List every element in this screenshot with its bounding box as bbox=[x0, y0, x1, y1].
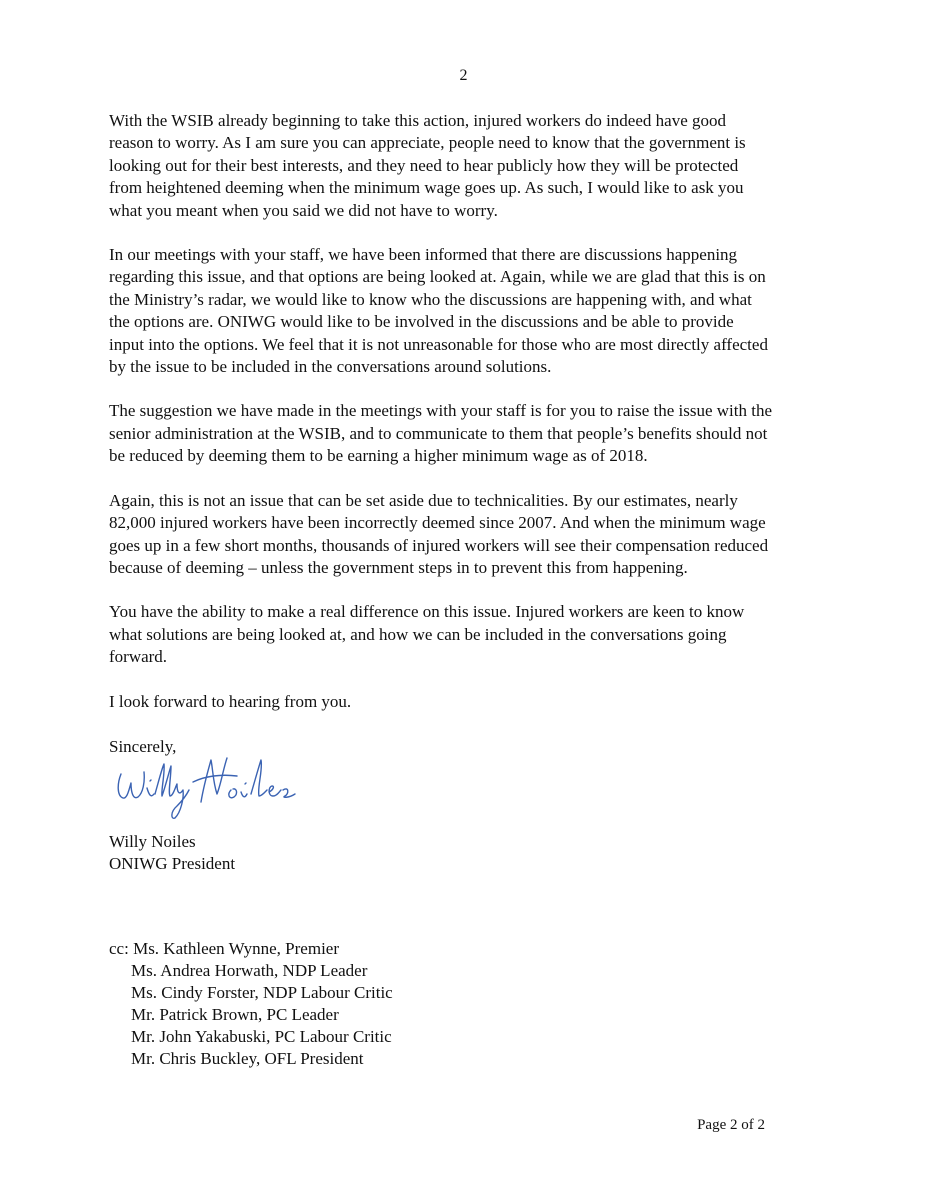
text-line: from heightened deeming when the minimum wage goes up. As such, I would like to ask you bbox=[109, 178, 744, 198]
page-number: 2 bbox=[459, 67, 468, 84]
text-line: what you meant when you said we did not have to worry. bbox=[109, 200, 498, 220]
text-line: be reduced by deeming them to be earning a higher minimum wage as of 2018. bbox=[109, 446, 648, 466]
closing-line: I look forward to hearing from you. bbox=[109, 691, 352, 711]
text-line: the options are. ONIWG would like to be involved in the discussions and be able to provide bbox=[109, 312, 734, 332]
text-line: regarding this issue, and that options are being looked at. Again, while we are glad that this is on bbox=[109, 267, 766, 287]
text-line: forward. bbox=[109, 647, 168, 667]
valediction: Sincerely, bbox=[109, 736, 177, 756]
text-line: because of deeming – unless the government steps in to prevent this from happening. bbox=[109, 557, 688, 577]
text-line: With the WSIB already beginning to take this action, injured workers do indeed have good bbox=[109, 111, 726, 130]
cc-recipient: Mr. Patrick Brown, PC Leader bbox=[131, 1005, 339, 1024]
text-line: input into the options. We feel that it is not unreasonable for those who are most directly affected bbox=[109, 334, 768, 354]
signer-block bbox=[109, 831, 235, 875]
text-line: You have the ability to make a real difference on this issue. Injured workers are keen to know bbox=[109, 602, 745, 622]
cc-recipient: Ms. Kathleen Wynne, Premier bbox=[133, 939, 339, 958]
cc-recipient: Mr. John Yakabuski, PC Labour Critic bbox=[131, 1027, 392, 1046]
cc-recipient: Ms. Andrea Horwath, NDP Leader bbox=[131, 961, 368, 980]
text-line: Again, this is not an issue that can be set aside due to technicalities. By our estimates, nearly bbox=[109, 490, 738, 510]
text-line: the Ministry’s radar, we would like to know who the discussions are happening with, and what bbox=[109, 289, 752, 309]
paragraph bbox=[109, 490, 829, 580]
cc-row bbox=[109, 938, 393, 960]
letter-body bbox=[109, 110, 829, 781]
paragraph bbox=[109, 110, 829, 222]
signer-name: Willy Noiles bbox=[109, 832, 196, 851]
text-line: The suggestion we have made in the meetings with your staff is for you to raise the issue with the bbox=[109, 401, 773, 421]
text-line: what solutions are being looked at, and how we can be included in the conversations going bbox=[109, 624, 727, 644]
paragraph bbox=[109, 400, 829, 467]
text-line: goes up in a few short months, thousands of injured workers will see their compensation reduced bbox=[109, 535, 769, 555]
cc-label: cc: bbox=[109, 939, 129, 958]
text-line: reason to worry. As I am sure you can appreciate, people need to know that the government is bbox=[109, 133, 746, 153]
text-line: senior administration at the WSIB, and to communicate to them that people’s benefits should not bbox=[109, 423, 768, 443]
cc-recipient: Mr. Chris Buckley, OFL President bbox=[131, 1049, 364, 1068]
paragraph bbox=[109, 601, 829, 668]
cc-recipient: Ms. Cindy Forster, NDP Labour Critic bbox=[131, 983, 393, 1002]
text-line: by the issue to be included in the conversations around solutions. bbox=[109, 357, 552, 377]
text-line: 82,000 injured workers have been incorrectly deemed since 2007. And when the minimum wage bbox=[109, 513, 766, 533]
cc-list bbox=[109, 938, 393, 1070]
handwritten-signature bbox=[113, 750, 313, 820]
paragraph bbox=[109, 244, 829, 378]
text-line: looking out for their best interests, and they need to hear publicly how they will be protected bbox=[109, 155, 739, 175]
signer-title: ONIWG President bbox=[109, 854, 236, 873]
text-line: In our meetings with your staff, we have been informed that there are discussions happening bbox=[109, 245, 738, 265]
page-footer: Page 2 of 2 bbox=[697, 1117, 765, 1133]
